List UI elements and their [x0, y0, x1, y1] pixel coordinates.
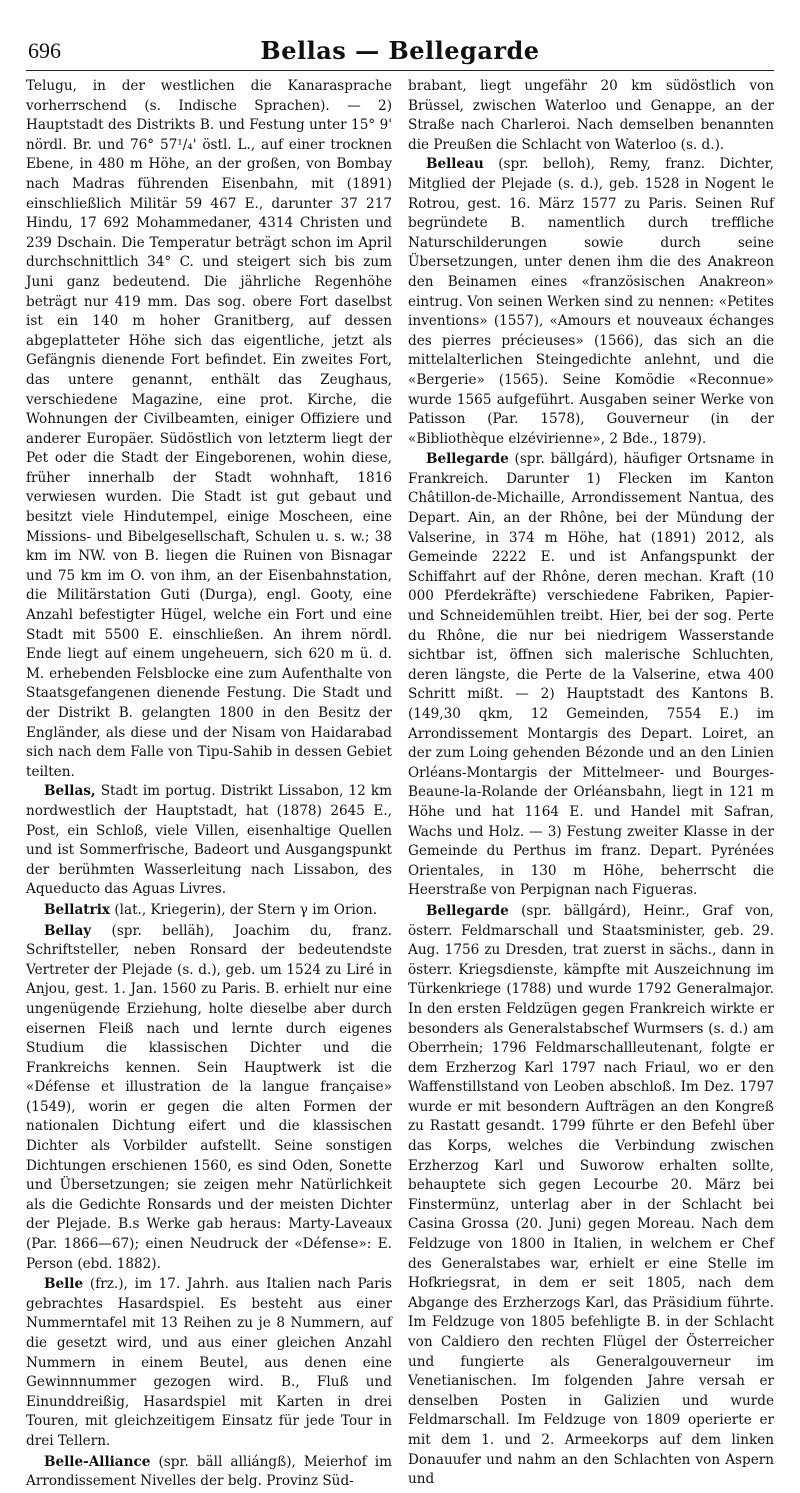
entry-belle — [26, 1275, 392, 1451]
entry-continuation-right: brabant, liegt ungefähr 20 km südöstlich von Brüssel, zwischen Waterloo und Genappe, an der Straße nach Charleroi. Nach demselben benannten die Preußen die Schlacht von Waterloo (s. d.). — [408, 78, 774, 153]
entry-text-bellatrix: (lat., Kriegerin), der Stern γ im Orion. — [114, 901, 378, 918]
left-column — [26, 77, 392, 1493]
text-columns — [26, 77, 774, 1490]
headword-bellatrix: Bellatrix — [44, 901, 110, 918]
entry-bellay — [26, 922, 392, 1275]
page-header — [26, 36, 774, 71]
entry-text-bellegarde-place: (spr. bällgárd), häufiger Ortsname in Frankreich. Darunter 1) Flecken im Kanton Châtillon-de-Michaille, Arrondissement Nantua, des Depart. Ain, an der Rhône, bei der Mündung der Valserine, in 374 m Höhe, hat (1891) 2012, als Gemeinde 2222 E. und ist Anfangspunkt der Schiffahrt auf der Rhône, deren mechan. Kraft (10 000 Pferdekräfte) verschiedene Fabriken, Papier- und Schneidemühlen treibt. Hier, bei der sog. Perte du Rhône, die nur bei niedrigem Wasserstande sichtbar ist, öffnen sich malerische Schluchten, deren längste, die Perte de la Valserine, etwa 400 Schritt mißt. — 2) Hauptstadt des Kantons B. (149,30 qkm, 12 Gemeinden, 7554 E.) im Arrondissement Montargis des Depart. Loiret, an der zum Loing gehenden Bézonde und an den Linien Orléans-Montargis der Mittelmeer- und Bourges-Beaune-la-Rolande der Orléansbahn, liegt in 121 m Höhe und hat 1164 E. und Handel mit Safran, Wachs und Holz. — 3) Festung zweiter Klasse in der Gemeinde du Perthus im franz. Depart. Pyrénées Orientales, in 130 m Höhe, beherrscht die Heerstraße von Perpignan nach Figueras. — [408, 451, 774, 899]
entry-bellegarde-place — [408, 450, 774, 901]
entry-text-belleau: (spr. belloh), Remy, franz. Dichter, Mitglied der Plejade (s. d.), geb. 1528 in Nogent le Rotrou, gest. 16. März 1577 zu Paris. Seinen Ruf begründete B. namentlich durch treffliche Naturschilderungen sowie durch seine Übersetzungen, unter denen ihm die des Anakreon den Beinamen eines «französischen Anakreon» eintrug. Von seinen Werken sind zu nennen: «Petites inventions» (1557), «Amours et nouveaux échanges des pierres précieuses» (1566), das sich an die mittelalterlichen Steingedichte anlehnt, und die «Bergerie» (1565). Seine Komödie «Reconnue» wurde 1565 aufgeführt. Ausgaben seiner Werke von Patisson (Par. 1578), Gouverneur (in der «Bibliothèque elzévirienne», 2 Bde., 1879). — [408, 156, 774, 447]
entry-text-bellay: (spr. belläh), Joachim du, franz. Schriftsteller, neben Ronsard der bedeutendste Vertreter der Plejade (s. d.), geb. um 1524 zu Liré in Anjou, gest. 1. Jan. 1560 zu Paris. B. erhielt nur eine ungenügende Erziehung, holte dieselbe aber durch eisernen Fleiß nach und lernte durch eigenes Studium die klassischen Dichter und die Frankreichs kennen. Sein Hauptwerk ist die «Défense et illustration de la langue française» (1549), worin er gegen die alten Formen der nationalen Dichtung eifert und die klassischen Dichter als Vorbilder aufstellt. Seine sonstigen Dichtungen erschienen 1560, es sind Oden, Sonette und Übersetzungen; sie zeigen mehr Natürlichkeit als die Gedichte Ronsards und der meisten Dichter der Plejade. B.s Werke gab heraus: Marty-Laveaux (Par. 1866—67); einen Neudruck der «Défense»: E. Person (ebd. 1882). — [26, 922, 393, 1272]
entry-text-bellegarde-person: (spr. bällgárd), Heinr., Graf von, österr. Feldmarschall und Staatsminister, geb. 29. Aug. 1756 zu Dresden, trat zuerst in sächs., dann in österr. Kriegsdienste, kämpfte mit Auszeichnung im Türkenkriege (1788) und wurde 1792 Generalmajor. In den ersten Feldzügen gegen Frankreich wirkte er besonders als Generalstabschef Wurmsers (s. d.) am Oberrhein; 1796 Feldmarschallleutenant, folgte er dem Erzherzog Karl 1797 nach Friaul, wo er den Waffenstillstand von Leoben abschloß. Im Dez. 1797 wurde er mit besondern Aufträgen an den Kongreß zu Rastatt gesandt. 1799 führte er den Befehl über das Korps, welches die Verbindung zwischen Erzherzog Karl und Suworow erhalten sollte, behauptete sich gegen Lecourbe 20. März bei Finstermünz, unterlag aber in der Schlacht bei Casina Grossa (20. Juni) gegen Moreau. Nach dem Feldzuge von 1800 in Italien, in welchem er Chef des Generalstabes war, erhielt er eine Stelle im Hofkriegsrat, in dem er seit 1805, nach dem Abgange des Erzherzogs Karl, das Präsidium führte. Im Feldzuge von 1805 befehligte B. in der Schlacht von Caldiero den rechten Flügel der Österreicher und fungierte als Generalgouverneur im Venetianischen. Im folgenden Jahre versah er denselben Posten in Galizien und wurde Feldmarschall. Im Feldzuge von 1809 operierte er mit dem 1. und 2. Armeekorps auf dem linken Donauufer und nahm an den Schlachten von Aspern und — [408, 902, 774, 1488]
running-head: Bellas — Bellegarde — [260, 36, 540, 65]
entry-bellatrix — [26, 901, 392, 921]
entry-belleau — [408, 155, 774, 449]
right-column — [408, 77, 774, 1493]
headword-bellegarde-place: Bellegarde — [426, 451, 509, 468]
entry-text-belle-alliance: (spr. bäll alliángß), Meierhof im Arrondissement Nivelles der belg. Provinz Süd- — [26, 1453, 392, 1490]
headword-belle: Belle — [44, 1276, 84, 1293]
entry-bellas — [26, 782, 392, 900]
headword-bellay: Bellay — [44, 922, 92, 939]
entry-bellegarde-person — [408, 902, 774, 1490]
entry-belle-alliance — [26, 1453, 392, 1492]
entry-continuation: Telugu, in der westlichen die Kanarasprache vorherrschend (s. Indische Sprachen). — 2) Hauptstadt des Distrikts B. und Festung unter 15° 9' nördl. Br. und 76° 57¹/₄' östl. L., auf einer trocknen Ebene, in 480 m Höhe, an der großen, von Bombay nach Madras führenden Eisenbahn, mit (1891) einschließlich Militär 59 467 E., darunter 37 217 Hindu, 17 692 Mohammedaner, 4314 Christen und 239 Dschain. Die Temperatur beträgt schon im April durchschnittlich 34° C. und steigert sich bis zum Juni ganz bedeutend. Die jährliche Regenhöhe beträgt nur 419 mm. Das sog. obere Fort daselbst ist ein 140 m hoher Granitberg, auf dessen abgeplatteter Höhe sich das eigentliche, jetzt als Gefängnis dienende Fort befindet. Ein zweites Fort, das untere genannt, enthält das Zeughaus, verschiedene Magazine, eine prot. Kirche, die Wohnungen der Civilbeamten, einiger Offiziere und anderer Europäer. Südöstlich von letzterm liegt der Pet oder die Stadt der Eingeborenen, wohin diese, früher innerhalb der Stadt wohnhaft, 1816 verwiesen wurden. Die Stadt ist gut gebaut und besitzt viele Hindutempel, einige Moscheen, eine Missions- und Bibelgesellschaft, Schulen u. s. w.; 38 km im NW. von B. liegen die Ruinen von Bisnagar und 75 km im O. von ihm, an der Eisenbahnstation, die Militärstation Guti (Durga), engl. Gooty, eine Anzahl befestigter Hügel, welche ein Fort und eine Stadt mit 5500 E. einschließen. An ihrem nördl. Ende liegt auf einem ungeheuern, sich 620 m ü. d. M. erhebenden Felsblocke eine zum Aufenthalte von Staatsgefangenen dienende Festung. Die Stadt und der Distrikt B. gelangten 1800 in den Besitz der Engländer, als diese und der Nisam von Haidarabad sich nach dem Falle von Tipu-Sahib in dessen Gebiet teilten. — [26, 78, 392, 780]
headword-bellas: Bellas, — [44, 783, 96, 800]
headword-belle-alliance: Belle-Alliance — [44, 1453, 151, 1470]
headword-belleau: Belleau — [426, 156, 484, 173]
entry-text-bellas: Stadt im portug. Distrikt Lissabon, 12 km nordwestlich der Hauptstadt, hat (1878) 2645 E., Post, ein Schloß, viele Villen, eisenhaltige Quellen und ist Sommerfrische, Badeort und Ausgangspunkt der berühmten Wasserleitung nach Lissabon, des Aqueducto das Aguas Livres. — [26, 783, 392, 898]
entry-text-belle: (frz.), im 17. Jahrh. aus Italien nach Paris gebrachtes Hasardspiel. Es besteht aus einer Nummerntafel mit 13 Reihen zu je 8 Nummern, auf die gesetzt wird, und aus einer gleichen Anzahl Nummern in einem Beutel, aus denen eine Gewinnnummer gezogen wird. B., Fluß und Einunddreißig, Hasardspiel mit Karten in drei Touren, mit gleichzeitigem Einsatz für jede Tour in drei Tellern. — [26, 1276, 392, 1449]
page-number: 696 — [28, 38, 61, 63]
headword-bellegarde-person: Bellegarde — [426, 902, 509, 919]
